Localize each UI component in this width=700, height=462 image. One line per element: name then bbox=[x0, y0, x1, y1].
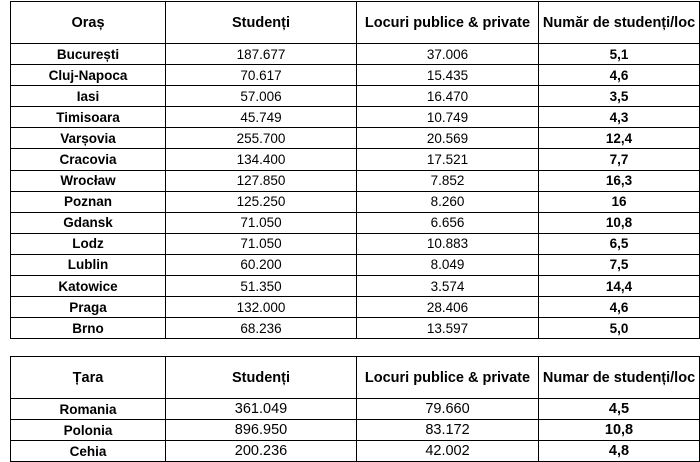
header-students: Studenți bbox=[166, 2, 357, 44]
cell-students: 361.049 bbox=[166, 399, 357, 420]
cell-places: 79.660 bbox=[357, 399, 539, 420]
countries-table bbox=[10, 356, 700, 462]
cell-places: 16.470 bbox=[357, 86, 539, 107]
cell-ratio: 4,6 bbox=[539, 65, 700, 86]
table-row bbox=[11, 276, 700, 297]
cell-name: Iasi bbox=[11, 86, 166, 107]
cell-ratio: 3,5 bbox=[539, 86, 700, 107]
cell-places: 7.852 bbox=[357, 170, 539, 191]
cell-places: 28.406 bbox=[357, 297, 539, 318]
cell-places: 8.260 bbox=[357, 191, 539, 212]
cell-name: Cracovia bbox=[11, 149, 166, 170]
cell-places: 17.521 bbox=[357, 149, 539, 170]
table-row bbox=[11, 297, 700, 318]
table-row bbox=[11, 44, 700, 65]
cell-students: 255.700 bbox=[166, 128, 357, 149]
cell-places: 6.656 bbox=[357, 212, 539, 233]
cell-name: București bbox=[11, 44, 166, 65]
cell-ratio: 14,4 bbox=[539, 276, 700, 297]
table-row bbox=[11, 254, 700, 275]
cell-places: 10.749 bbox=[357, 107, 539, 128]
cell-ratio: 7,7 bbox=[539, 149, 700, 170]
cell-places: 42.002 bbox=[357, 441, 539, 462]
cell-students: 187.677 bbox=[166, 44, 357, 65]
cell-name: Poznan bbox=[11, 191, 166, 212]
table-row bbox=[11, 107, 700, 128]
cell-students: 71.050 bbox=[166, 212, 357, 233]
cell-places: 8.049 bbox=[357, 254, 539, 275]
cell-name: Lublin bbox=[11, 254, 166, 275]
cell-ratio: 7,5 bbox=[539, 254, 700, 275]
table-row bbox=[11, 233, 700, 254]
table-row bbox=[11, 170, 700, 191]
cell-students: 60.200 bbox=[166, 254, 357, 275]
countries-header-row bbox=[11, 357, 700, 399]
header-places: Locuri publice & private bbox=[357, 357, 539, 399]
header-ratio: Numar de studenți/loc bbox=[539, 357, 700, 399]
table-row bbox=[11, 420, 700, 441]
cell-name: Wrocław bbox=[11, 170, 166, 191]
cell-ratio: 12,4 bbox=[539, 128, 700, 149]
cell-name: Gdansk bbox=[11, 212, 166, 233]
cell-students: 134.400 bbox=[166, 149, 357, 170]
cell-ratio: 4,6 bbox=[539, 297, 700, 318]
cell-students: 132.000 bbox=[166, 297, 357, 318]
cell-ratio: 4,8 bbox=[539, 441, 700, 462]
cell-places: 10.883 bbox=[357, 233, 539, 254]
cell-name: Praga bbox=[11, 297, 166, 318]
cell-name: Brno bbox=[11, 318, 166, 339]
cell-name: Polonia bbox=[11, 420, 166, 441]
cell-ratio: 10,8 bbox=[539, 212, 700, 233]
table-row bbox=[11, 86, 700, 107]
cell-students: 896.950 bbox=[166, 420, 357, 441]
cell-ratio: 6,5 bbox=[539, 233, 700, 254]
header-city: Oraș bbox=[11, 2, 166, 44]
cell-ratio: 4,3 bbox=[539, 107, 700, 128]
cell-ratio: 5,0 bbox=[539, 318, 700, 339]
cell-ratio: 10,8 bbox=[539, 420, 700, 441]
cell-students: 57.006 bbox=[166, 86, 357, 107]
cell-name: Romania bbox=[11, 399, 166, 420]
header-ratio: Număr de studenți/loc bbox=[539, 2, 700, 44]
cell-places: 37.006 bbox=[357, 44, 539, 65]
cell-ratio: 4,5 bbox=[539, 399, 700, 420]
cell-name: Cluj-Napoca bbox=[11, 65, 166, 86]
cell-name: Katowice bbox=[11, 276, 166, 297]
table-row bbox=[11, 65, 700, 86]
cell-places: 3.574 bbox=[357, 276, 539, 297]
cell-places: 15.435 bbox=[357, 65, 539, 86]
cities-table bbox=[10, 1, 700, 339]
cell-name: Cehia bbox=[11, 441, 166, 462]
cell-name: Varșovia bbox=[11, 128, 166, 149]
table-row bbox=[11, 212, 700, 233]
cell-ratio: 5,1 bbox=[539, 44, 700, 65]
table-row bbox=[11, 149, 700, 170]
cell-students: 71.050 bbox=[166, 233, 357, 254]
cities-header-row bbox=[11, 2, 700, 44]
cell-ratio: 16,3 bbox=[539, 170, 700, 191]
table-row bbox=[11, 399, 700, 420]
header-country: Țara bbox=[11, 357, 166, 399]
cell-students: 200.236 bbox=[166, 441, 357, 462]
cell-students: 125.250 bbox=[166, 191, 357, 212]
table-row bbox=[11, 128, 700, 149]
table-row bbox=[11, 441, 700, 462]
cell-places: 20.569 bbox=[357, 128, 539, 149]
cell-places: 83.172 bbox=[357, 420, 539, 441]
cell-name: Timisoara bbox=[11, 107, 166, 128]
cell-places: 13.597 bbox=[357, 318, 539, 339]
cell-students: 45.749 bbox=[166, 107, 357, 128]
cell-students: 68.236 bbox=[166, 318, 357, 339]
table-row bbox=[11, 318, 700, 339]
header-students: Studenți bbox=[166, 357, 357, 399]
cell-name: Lodz bbox=[11, 233, 166, 254]
cell-students: 127.850 bbox=[166, 170, 357, 191]
cell-students: 70.617 bbox=[166, 65, 357, 86]
header-places: Locuri publice & private bbox=[357, 2, 539, 44]
table-row bbox=[11, 191, 700, 212]
cell-ratio: 16 bbox=[539, 191, 700, 212]
cell-students: 51.350 bbox=[166, 276, 357, 297]
